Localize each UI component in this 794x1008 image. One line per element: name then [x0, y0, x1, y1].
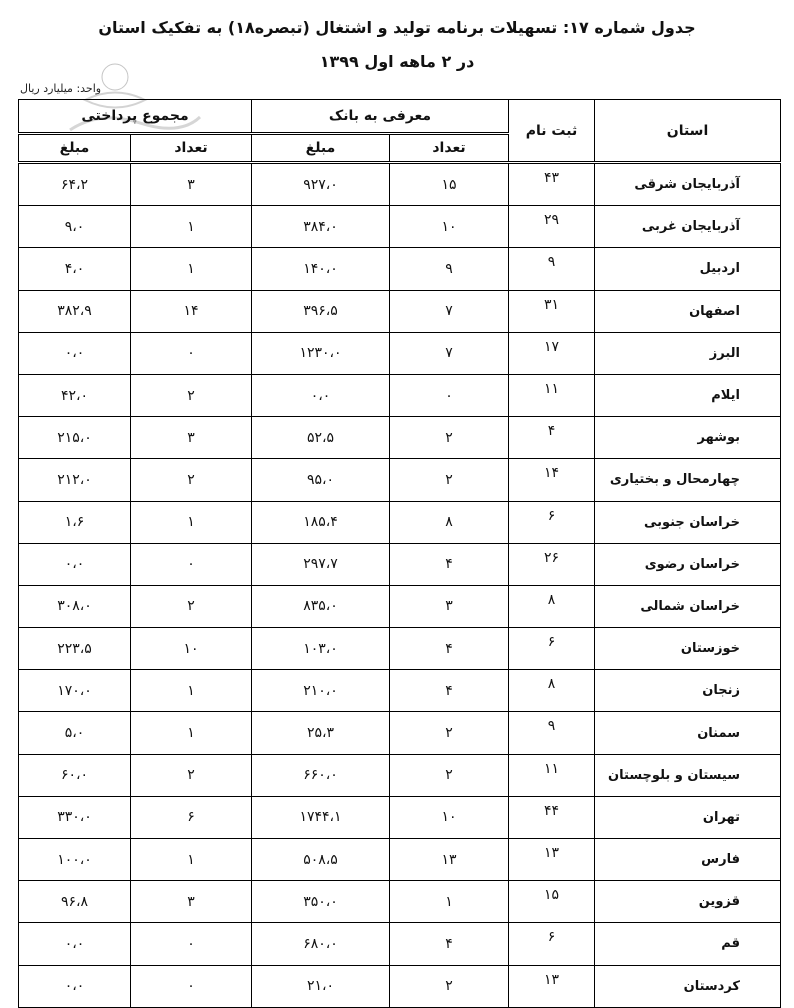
table-row: [19, 459, 781, 501]
paid-amount-cell: ۹۶،۸: [19, 881, 131, 923]
table-row: [19, 206, 781, 248]
paid-count-cell: ۲: [131, 459, 252, 501]
header-province: استان: [595, 100, 781, 163]
province-cell: سمنان: [595, 712, 781, 754]
bank-count-cell: ۲: [390, 417, 509, 459]
table-row: [19, 417, 781, 459]
header-paid-count: تعداد: [131, 134, 252, 163]
province-cell: قم: [595, 923, 781, 965]
bank-amount-cell: ۹۵،۰: [252, 459, 390, 501]
province-cell: خوزستان: [595, 628, 781, 670]
bank-count-cell: ۱۵: [390, 163, 509, 206]
bank-count-cell: ۴: [390, 628, 509, 670]
bank-count-cell: ۳: [390, 585, 509, 627]
registration-cell: ۶: [509, 501, 595, 543]
registration-cell: ۸: [509, 670, 595, 712]
header-registration: ثبت نام: [509, 100, 595, 163]
table-row: [19, 923, 781, 965]
bank-amount-cell: ۵۰۸،۵: [252, 839, 390, 881]
bank-count-cell: ۰: [390, 374, 509, 416]
table-row: [19, 585, 781, 627]
bank-amount-cell: ۲۹۷،۷: [252, 543, 390, 585]
paid-count-cell: ۳: [131, 163, 252, 206]
province-cell: بوشهر: [595, 417, 781, 459]
paid-count-cell: ۰: [131, 332, 252, 374]
bank-amount-cell: ۰،۰: [252, 374, 390, 416]
paid-amount-cell: ۲۱۵،۰: [19, 417, 131, 459]
bank-amount-cell: ۱۸۵،۴: [252, 501, 390, 543]
paid-count-cell: ۰: [131, 923, 252, 965]
province-cell: آذربایجان غربی: [595, 206, 781, 248]
table-row: [19, 332, 781, 374]
bank-count-cell: ۱۰: [390, 206, 509, 248]
paid-count-cell: ۱۴: [131, 290, 252, 332]
header-bank-referral: معرفی به بانک: [252, 100, 509, 134]
paid-count-cell: ۰: [131, 543, 252, 585]
paid-amount-cell: ۳۳۰،۰: [19, 796, 131, 838]
table-row: [19, 670, 781, 712]
table-row: [19, 628, 781, 670]
bank-amount-cell: ۱۲۳۰،۰: [252, 332, 390, 374]
province-cell: تهران: [595, 796, 781, 838]
bank-count-cell: ۷: [390, 290, 509, 332]
bank-amount-cell: ۵۲،۵: [252, 417, 390, 459]
table-row: [19, 754, 781, 796]
paid-count-cell: ۳: [131, 417, 252, 459]
paid-amount-cell: ۱۰۰،۰: [19, 839, 131, 881]
province-cell: سیستان و بلوچستان: [595, 754, 781, 796]
registration-cell: ۱۱: [509, 754, 595, 796]
paid-count-cell: ۲: [131, 585, 252, 627]
table-row: [19, 374, 781, 416]
province-cell: البرز: [595, 332, 781, 374]
registration-cell: ۲۹: [509, 206, 595, 248]
province-cell: خراسان رضوی: [595, 543, 781, 585]
bank-amount-cell: ۱۴۰،۰: [252, 248, 390, 290]
bank-count-cell: ۲: [390, 459, 509, 501]
province-cell: ایلام: [595, 374, 781, 416]
registration-cell: ۹: [509, 248, 595, 290]
paid-amount-cell: ۲۱۲،۰: [19, 459, 131, 501]
paid-amount-cell: ۴،۰: [19, 248, 131, 290]
paid-count-cell: ۰: [131, 965, 252, 1007]
bank-count-cell: ۱۳: [390, 839, 509, 881]
paid-count-cell: ۱: [131, 501, 252, 543]
bank-count-cell: ۲: [390, 754, 509, 796]
registration-cell: ۱۴: [509, 459, 595, 501]
bank-count-cell: ۴: [390, 543, 509, 585]
bank-amount-cell: ۶۸۰،۰: [252, 923, 390, 965]
registration-cell: ۸: [509, 585, 595, 627]
header-bank-count: تعداد: [390, 134, 509, 163]
paid-amount-cell: ۰،۰: [19, 965, 131, 1007]
paid-amount-cell: ۹،۰: [19, 206, 131, 248]
paid-count-cell: ۱: [131, 712, 252, 754]
paid-count-cell: ۱۰: [131, 628, 252, 670]
paid-count-cell: ۶: [131, 796, 252, 838]
bank-count-cell: ۱۰: [390, 796, 509, 838]
bank-amount-cell: ۱۷۴۴،۱: [252, 796, 390, 838]
bank-amount-cell: ۳۵۰،۰: [252, 881, 390, 923]
paid-amount-cell: ۲۲۳،۵: [19, 628, 131, 670]
registration-cell: ۲۶: [509, 543, 595, 585]
province-cell: خراسان جنوبی: [595, 501, 781, 543]
registration-cell: ۱۳: [509, 839, 595, 881]
table-row: [19, 543, 781, 585]
registration-cell: ۶: [509, 628, 595, 670]
header-paid-amount: مبلغ: [19, 134, 131, 163]
bank-amount-cell: ۲۱،۰: [252, 965, 390, 1007]
registration-cell: ۴۳: [509, 163, 595, 206]
paid-amount-cell: ۶۴،۲: [19, 163, 131, 206]
province-cell: اردبیل: [595, 248, 781, 290]
bank-amount-cell: ۹۲۷،۰: [252, 163, 390, 206]
paid-amount-cell: ۱،۶: [19, 501, 131, 543]
registration-cell: ۱۷: [509, 332, 595, 374]
bank-amount-cell: ۶۶۰،۰: [252, 754, 390, 796]
province-cell: زنجان: [595, 670, 781, 712]
paid-amount-cell: ۰،۰: [19, 923, 131, 965]
registration-cell: ۱۱: [509, 374, 595, 416]
bank-count-cell: ۱: [390, 881, 509, 923]
header-total-paid: مجموع پرداختی: [19, 100, 252, 134]
registration-cell: ۱۵: [509, 881, 595, 923]
province-cell: اصفهان: [595, 290, 781, 332]
bank-amount-cell: ۳۸۴،۰: [252, 206, 390, 248]
paid-amount-cell: ۶۰،۰: [19, 754, 131, 796]
paid-count-cell: ۱: [131, 839, 252, 881]
province-cell: فارس: [595, 839, 781, 881]
paid-count-cell: ۱: [131, 206, 252, 248]
registration-cell: ۶: [509, 923, 595, 965]
table-row: [19, 290, 781, 332]
bank-count-cell: ۸: [390, 501, 509, 543]
province-cell: چهارمحال و بختیاری: [595, 459, 781, 501]
registration-cell: ۴۴: [509, 796, 595, 838]
bank-amount-cell: ۸۳۵،۰: [252, 585, 390, 627]
registration-cell: ۹: [509, 712, 595, 754]
bank-amount-cell: ۲۵،۳: [252, 712, 390, 754]
bank-amount-cell: ۲۱۰،۰: [252, 670, 390, 712]
paid-count-cell: ۲: [131, 754, 252, 796]
province-cell: آذربایجان شرقی: [595, 163, 781, 206]
registration-cell: ۴: [509, 417, 595, 459]
paid-amount-cell: ۰،۰: [19, 543, 131, 585]
paid-count-cell: ۲: [131, 374, 252, 416]
table-row: [19, 248, 781, 290]
paid-amount-cell: ۱۷۰،۰: [19, 670, 131, 712]
table-row: [19, 881, 781, 923]
bank-count-cell: ۴: [390, 670, 509, 712]
provinces-table: [18, 99, 781, 1008]
table-row: [19, 965, 781, 1007]
table-title: جدول شماره ۱۷: تسهیلات برنامه تولید و اشتغال (تبصره۱۸) به تفکیک استان: [98, 18, 696, 37]
registration-cell: ۱۳: [509, 965, 595, 1007]
paid-amount-cell: ۴۲،۰: [19, 374, 131, 416]
table-row: [19, 839, 781, 881]
table-row: [19, 712, 781, 754]
province-cell: قزوین: [595, 881, 781, 923]
paid-amount-cell: ۳۸۲،۹: [19, 290, 131, 332]
province-cell: خراسان شمالی: [595, 585, 781, 627]
paid-count-cell: ۱: [131, 248, 252, 290]
paid-amount-cell: ۳۰۸،۰: [19, 585, 131, 627]
paid-amount-cell: ۰،۰: [19, 332, 131, 374]
bank-count-cell: ۷: [390, 332, 509, 374]
registration-cell: ۳۱: [509, 290, 595, 332]
unit-label: واحد: میلیارد ریال: [20, 82, 102, 95]
bank-count-cell: ۴: [390, 923, 509, 965]
bank-count-cell: ۲: [390, 965, 509, 1007]
bank-count-cell: ۲: [390, 712, 509, 754]
bank-count-cell: ۹: [390, 248, 509, 290]
header-bank-amount: مبلغ: [252, 134, 390, 163]
paid-count-cell: ۱: [131, 670, 252, 712]
province-cell: کردستان: [595, 965, 781, 1007]
table-subtitle: در ۲ ماهه اول ۱۳۹۹: [319, 52, 475, 71]
table-row: [19, 163, 781, 206]
table-row: [19, 796, 781, 838]
paid-count-cell: ۳: [131, 881, 252, 923]
bank-amount-cell: ۳۹۶،۵: [252, 290, 390, 332]
paid-amount-cell: ۵،۰: [19, 712, 131, 754]
table-row: [19, 501, 781, 543]
bank-amount-cell: ۱۰۳،۰: [252, 628, 390, 670]
